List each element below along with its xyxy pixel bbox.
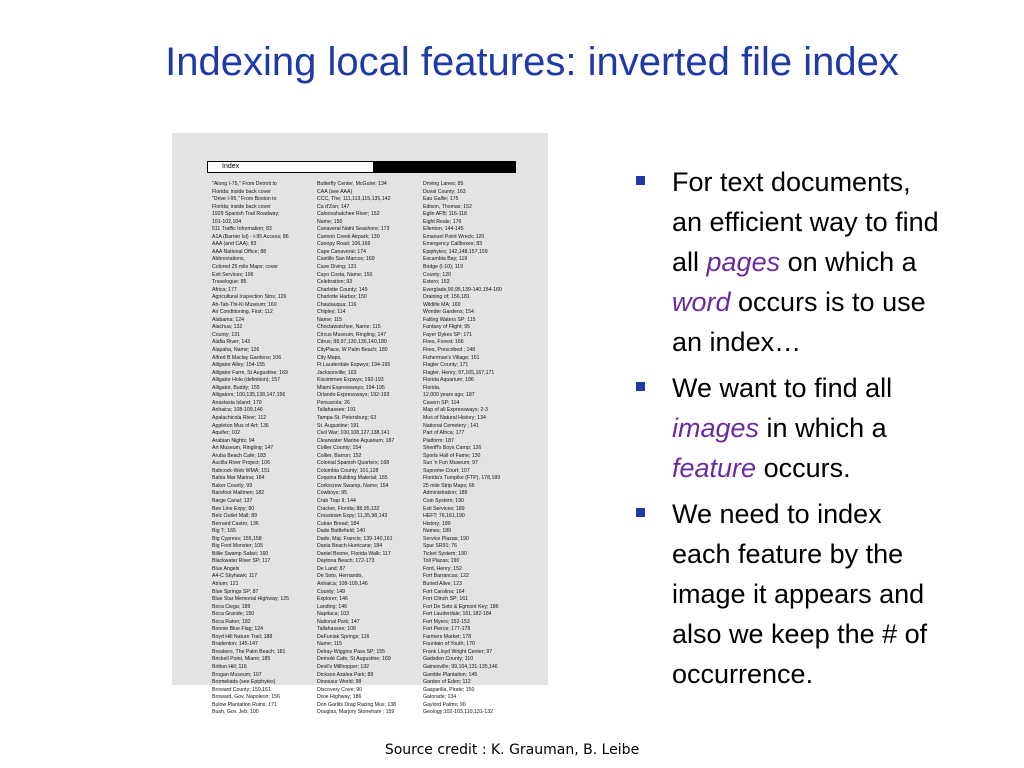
index-entry: Bahia Mar Marina; 184	[212, 475, 265, 482]
index-entry: AAA National Office; 88	[212, 248, 267, 255]
index-entry: Gainesville; 99,104,131-135,146	[423, 664, 498, 670]
bullet-line	[672, 614, 1019, 654]
index-entry: Driving Lanes; 85	[423, 181, 464, 187]
index-entry: Big Cypress; 155,158	[212, 535, 262, 542]
index-entry: Charlotte County; 149	[317, 286, 368, 293]
index-entry: Everglade,90,95,139-140,154-160	[423, 286, 502, 293]
index-entry: Pensacola; 26	[317, 399, 350, 406]
index-entry: Map of all Expressways; 2-3	[423, 407, 488, 414]
index-entry: Gaylord Palms; 90	[423, 701, 466, 708]
index-page-image	[172, 133, 548, 716]
bullet-line	[672, 322, 1019, 362]
index-entry: Ah-Tah-Thi-Ki Museum; 160	[212, 301, 277, 308]
bullet-line	[672, 574, 1019, 614]
index-entry: Billie Swamp Safari; 160	[212, 550, 269, 557]
index-entry: Citrus; 88,97,130,136,140,180	[317, 339, 387, 346]
index-entry: Toll Plazas; 190	[423, 558, 460, 565]
index-entry: Boca Raton; 182	[212, 618, 251, 625]
index-entry: Agricultural Inspection Stns; 126	[212, 294, 287, 301]
index-entry: Sports Hall of Fame; 130	[423, 452, 481, 459]
index-entry: Jacksonville; 163	[317, 369, 357, 376]
index-entry: Cannon Creek Airpark; 130	[317, 233, 380, 240]
index-entry: Bradenton; 145-147	[212, 641, 258, 648]
index-entry: Circus Museum, Ringling; 147	[317, 331, 387, 338]
index-entry: Bernard Castro; 136	[212, 520, 259, 527]
index-entry: Baker County; 99	[212, 482, 253, 489]
index-entry: Duval County; 163	[423, 188, 466, 195]
index-entry: Fort Pierce; 177-178	[423, 626, 471, 633]
index-entry: Bee Line Expy; 80	[212, 505, 255, 512]
index-entry: Epiphytes; 142,148,157,159	[423, 248, 488, 255]
index-entry: Boca Ciega; 189	[212, 603, 251, 610]
index-entry: Appleton Mus of Art; 136	[212, 422, 269, 429]
index-entry: Crosstown Expy; 11,35,98,143	[317, 513, 388, 520]
index-entry: Cavern SP; 114	[423, 399, 460, 406]
index-entry: Chipley; 114	[317, 309, 346, 316]
bullet-line	[672, 654, 1019, 694]
index-entry: Aucilla River Project; 106	[212, 460, 270, 467]
index-entry: Big 'I'; 165	[212, 528, 236, 535]
bullet-item	[634, 368, 1019, 488]
index-entry: Edison, Thomas; 152	[423, 203, 472, 210]
index-entry: Dade Battlefield; 140	[317, 528, 366, 535]
index-entry: Gamble Plantation; 145	[423, 671, 478, 678]
index-entry: Fort De Soto & Egmont Key; 186	[423, 603, 499, 610]
bullet-text: in which a	[759, 413, 887, 443]
index-entry: Flagler County; 171	[423, 362, 469, 369]
index-entry: De Land; 87	[317, 565, 346, 572]
index-entry: 12,000 years ago; 187	[423, 392, 475, 399]
index-entry: Civil War; 100,108,127,138,141	[317, 430, 390, 437]
bullet-line	[672, 408, 1019, 448]
index-entry: Gasparilla, Pirate; 150	[423, 686, 475, 693]
index-entry: Bromeliads (see Epiphytes)	[212, 679, 276, 686]
index-entry: Fires, Prescribed ; 148	[423, 347, 476, 354]
index-column-1	[212, 181, 322, 717]
index-entry: Service Plazas; 190	[423, 535, 469, 542]
index-entry: Coquina Building Material; 165	[317, 475, 388, 482]
index-entry: Explorer; 146	[317, 596, 348, 603]
index-entry: Wonder Gardens; 154	[423, 309, 474, 316]
index-entry: Draining of; 156,181	[423, 294, 470, 301]
index-entry: Canaveral Natnl Seashore; 173	[317, 226, 390, 233]
bullet-list	[634, 162, 1019, 700]
index-entry: Alafia River; 143	[212, 339, 251, 346]
index-tab-label: Index	[207, 161, 374, 173]
emphasized-term: feature	[672, 453, 757, 483]
index-entry: "Along I-75," From Detroit to	[212, 181, 277, 187]
index-entry: AAA (and CAA); 83	[212, 241, 257, 248]
index-entry: Colored 25 mile Maps; cover	[212, 264, 279, 271]
index-entry: Art Museum, Ringling; 147	[212, 445, 274, 452]
index-entry: Platform; 187	[423, 437, 454, 444]
index-entry: Travelogue; 85	[212, 279, 247, 286]
bullet-line	[672, 494, 1019, 534]
index-entry: Breakers, The Palm Beach; 181	[212, 648, 286, 655]
bullet-text: occurs is to use	[730, 287, 926, 317]
index-entry: Fayer Dykes SP; 171	[423, 331, 473, 338]
index-entry: Fort Carolina; 164	[423, 588, 465, 595]
square-bullet-icon	[636, 176, 645, 185]
index-entry: County; 149	[317, 588, 345, 595]
index-entry: Discovery Cove; 90	[317, 686, 362, 693]
index-entry: 25 mile Strip Maps; 66	[423, 482, 475, 489]
index-column-3	[423, 181, 533, 717]
index-entry: Barge Canal; 137	[212, 497, 253, 504]
index-entry: Bulow Plantation Ruins; 171	[212, 701, 277, 708]
index-entry: Florida Aquarium; 186	[423, 377, 474, 384]
emphasized-term: word	[672, 287, 731, 317]
index-entry: Emergency Callboxes; 83	[423, 241, 483, 248]
index-entry: Garden of Eden; 112	[423, 679, 471, 686]
index-entry: Caloosahatchee River; 152	[317, 211, 380, 218]
index-entry: Barefoot Mailmen; 182	[212, 490, 265, 497]
index-entry: Tallahassee; 191	[317, 407, 356, 414]
index-entry: Columbia County; 101,128	[317, 467, 379, 474]
index-entry: Ca d'Zan; 147	[317, 203, 350, 210]
index-entry: Apalachicola River; 112	[212, 414, 267, 421]
index-entry: Daytona Beach; 172-173	[317, 558, 375, 565]
index-entry: Falling Waters SP; 115	[423, 316, 476, 323]
index-entry: Cayo Costa, Name; 150	[317, 271, 373, 278]
index-entry: CityPlace, W Palm Beach; 180	[317, 347, 388, 354]
bullet-line	[672, 368, 1019, 408]
index-entry: Farmers Market; 178	[423, 633, 472, 640]
index-entry: Florida's Turnpike (FTP), 178,189	[423, 475, 501, 482]
index-entry: A1A (Barrier Isl) - I-95 Access; 86	[212, 233, 289, 240]
index-entry: Blue Angels	[212, 565, 240, 572]
index-entry: Alligators; 100,135,138,147,156	[212, 392, 286, 399]
index-entry: Cuban Bread; 184	[317, 520, 360, 527]
index-entry: Charlotte Harbor; 150	[317, 294, 367, 301]
index-entry: Colonial Spanish Quarters; 168	[317, 460, 390, 467]
index-entry: Blackwater River SP; 117	[212, 558, 271, 565]
index-entry: Frank Lloyd Wright Center; 97	[423, 648, 493, 655]
index-entry: Fires, Forest; 166	[423, 339, 464, 346]
index-entry: Dinosaur World; 98	[317, 679, 362, 686]
index-entry: Kissimmee Expwys; 192-193	[317, 377, 384, 384]
index-entry: Celebration; 93	[317, 279, 353, 286]
index-entry: Blue Springs SP; 87	[212, 588, 259, 595]
index-entry: Babcock-Web WMA; 151	[212, 467, 270, 474]
index-entry: Supreme Court; 107	[423, 467, 470, 474]
index-entry: Alligator Alley; 154-155	[212, 362, 266, 369]
index-entry: Gatorade; 134	[423, 694, 457, 701]
index-entry: A4-C Skyhawk; 117	[212, 573, 258, 580]
index-entry: Arabian Nights; 94	[212, 437, 255, 444]
bullet-text: image it appears and	[672, 579, 925, 609]
index-entry: Buried Alive; 123	[423, 580, 462, 587]
index-entry: Atrium; 121	[212, 580, 239, 587]
index-entry: De Soto, Hernando,	[317, 573, 363, 580]
bullet-text: an index…	[672, 327, 802, 357]
index-entry: Aruba Beach Cafe; 183	[212, 452, 266, 459]
index-entry: Geology;102-103,110,131-132	[423, 709, 493, 716]
index-entry: Miami Expressways; 194-195	[317, 384, 385, 391]
index-entry: Collier, Barron; 152	[317, 452, 362, 459]
index-entry: 1929 Spanish Trail Roadway;	[212, 211, 280, 218]
index-entry: Alachua; 132	[212, 324, 243, 331]
index-entry: Name; 115	[317, 641, 342, 648]
index-entry: Anastasia Island; 170	[212, 399, 262, 406]
index-entry: St. Augustine; 191	[317, 422, 360, 429]
index-entry: Administration; 189	[423, 490, 468, 497]
index-entry: Fisherman's Village; 151	[423, 354, 480, 361]
index-column-2	[317, 181, 427, 717]
index-entry: Part of Africa; 177	[423, 430, 465, 437]
index-entry: Air Conditioning, First; 112	[212, 309, 273, 316]
bullet-line	[672, 242, 1019, 282]
index-entry: Cowboys; 95	[317, 490, 347, 497]
index-entry: National Cemetery ; 141	[423, 422, 479, 429]
index-entry: Fort Myers; 152-153	[423, 618, 470, 625]
bullet-text: an efficient way to find	[672, 207, 939, 237]
index-entry: Tampa-St. Petersburg; 63	[317, 414, 377, 421]
index-entry: Devil's Millhopper; 132	[317, 664, 370, 670]
bullet-line	[672, 202, 1019, 242]
index-entry: Fantasy of Flight; 95	[423, 324, 470, 331]
index-entry: Exit Services; 189	[423, 505, 465, 512]
bullet-line	[672, 162, 1019, 202]
index-entry: Broward County; 159,161	[212, 686, 271, 693]
index-entry: City Maps,	[317, 354, 342, 361]
index-entry: Belz Outlet Mall; 89	[212, 513, 257, 520]
index-entry: Boyd Hill Nature Trail; 188	[212, 633, 273, 640]
index-entry: Names; 189	[423, 528, 451, 535]
index-entry: Bridge (I-10); 119	[423, 264, 463, 271]
index-entry: Fountain of Youth; 170	[423, 641, 475, 648]
index-entry: Ticket System; 190	[423, 550, 467, 557]
bullet-line	[672, 282, 1019, 322]
bullet-text: We need to index	[672, 499, 882, 529]
index-entry: Orlando Expressways; 192-193	[317, 392, 390, 399]
index-entry: Anhaica; 108-109,146	[317, 580, 368, 587]
index-entry: Coin System; 190	[423, 497, 464, 504]
index-entry: Mus of Natural History; 134	[423, 414, 486, 421]
index-entry: Brickell Point, Miami; 185	[212, 656, 271, 663]
index-entry: History; 189	[423, 520, 451, 527]
bullet-text: For text documents,	[672, 167, 911, 197]
index-entry: Don Garlits Drag Racing Mus; 138	[317, 701, 396, 708]
index-entry: Alabama; 124	[212, 316, 245, 323]
index-entry: Ford, Henry; 152	[423, 565, 462, 572]
index-entry: Sun 'n Fun Museum; 97	[423, 460, 478, 467]
index-entry: "Drive I-95," From Boston to	[212, 196, 277, 203]
index-entry: Flagler, Henry; 97,165,167,171	[423, 369, 495, 376]
index-entry: Corkscrew Swamp, Name; 154	[317, 482, 389, 489]
index-entry: Cracker, Florida; 88,95,132	[317, 505, 380, 512]
emphasized-term: pages	[706, 247, 781, 277]
index-entry: Britton Hill; 116	[212, 664, 247, 670]
index-entry: Brogan Museum; 107	[212, 671, 262, 678]
index-entry: Alfred B Maclay Gardens; 106	[212, 354, 282, 361]
index-entry: Wildlife MA; 160	[423, 301, 461, 308]
index-entry: Douglas, Marjory Stoneham ; 159	[317, 709, 395, 716]
index-entry: Napitaca; 103	[317, 611, 350, 618]
index-entry: Chautauqua; 116	[317, 301, 357, 308]
index-entry: Choctawatchee, Name; 115	[317, 324, 381, 331]
index-entry: Collier County; 154	[317, 445, 362, 452]
index-entry: Florida; inside back cover	[212, 203, 271, 210]
index-entry: Eglin AFB; 116-118	[423, 211, 467, 218]
index-entry: Abbreviations,	[212, 256, 245, 263]
square-bullet-icon	[636, 382, 645, 391]
index-entry: Crab Trap II; 144	[317, 497, 356, 504]
index-entry: Fort Barrancas; 122	[423, 573, 469, 580]
index-entry: CCC, The; 111,113,115,135,142	[317, 196, 391, 203]
bullet-item	[634, 494, 1019, 694]
index-entry: County; 131	[212, 331, 240, 338]
index-entry: Fort Clinch SP; 161	[423, 596, 468, 603]
index-entry: Aquifer; 102	[212, 430, 240, 437]
index-entry: Tallahassee; 108	[317, 626, 356, 633]
index-entry: Alligator Hole (definition); 157	[212, 377, 281, 384]
index-entry: Demolé Cafe, St Augustine; 169	[317, 656, 391, 663]
bullet-text: all	[672, 247, 707, 277]
bullet-text: We want to find all	[672, 373, 893, 403]
index-entry: Big Foot Monster; 105	[212, 543, 264, 550]
index-entry: Ft Lauderdale Expwys; 194-195	[317, 362, 391, 369]
bullet-text: occurs.	[756, 453, 851, 483]
index-entry: County; 120	[423, 271, 451, 278]
index-entry: Bush, Gov. Jeb; 100	[212, 709, 259, 716]
index-entry: DeFuniak Springs; 116	[317, 633, 370, 640]
index-header-bar	[207, 161, 516, 173]
index-entry: National Park; 147	[317, 618, 360, 625]
bullet-text: each feature by the	[672, 539, 904, 569]
index-entry: HEFT; 76,161,190	[423, 513, 465, 520]
index-entry: Gadsden County; 110	[423, 656, 474, 663]
index-entry: Canopy Road; 106,169	[317, 241, 371, 248]
index-entry: Delray-Wiggins Pass SP; 155	[317, 648, 386, 655]
index-entry: Boca Grande; 150	[212, 611, 255, 618]
index-entry: Alligator, Buddy; 155	[212, 384, 260, 391]
index-entry: Butterfly Center, McGuire; 134	[317, 181, 387, 187]
index-entry: Dixie Highway; 186	[317, 694, 362, 701]
index-entry: Eau Gallie; 175	[423, 196, 459, 203]
index-entry: Broward, Gov. Napoleon; 156	[212, 694, 280, 701]
index-entry: Escambia Bay; 119	[423, 256, 468, 263]
index-entry: Landing; 146	[317, 603, 348, 610]
index-entry: Dickson Azalea Park; 89	[317, 671, 374, 678]
index-entry: Anhaica; 108-109,146	[212, 407, 263, 414]
index-entry: Africa; 177	[212, 286, 237, 293]
index-entry: Clearwater Marine Aquarium; 187	[317, 437, 395, 444]
index-entry: Ellenton; 144-145	[423, 226, 464, 233]
index-entry: Eight Reale; 176	[423, 218, 462, 225]
index-entry: Alapaha, Name; 126	[212, 347, 260, 354]
index-entry: Castillo San Marcos; 169	[317, 256, 375, 263]
emphasized-term: images	[672, 413, 760, 443]
index-entry: CAA (see AAA)	[317, 188, 353, 195]
index-entry: Name; 150	[317, 218, 343, 225]
square-bullet-icon	[636, 508, 645, 517]
source-credit: Source credit : K. Grauman, B. Leibe	[384, 742, 640, 758]
bullet-text: occurrence.	[672, 659, 814, 689]
index-entry: Florida; inside back cover	[212, 188, 271, 195]
index-entry: Estero; 153	[423, 279, 450, 286]
index-entry: Bonnie Blue Flag; 124	[212, 626, 264, 633]
bullet-item	[634, 162, 1019, 362]
index-entry: 101-102,104	[212, 218, 242, 225]
bullet-text: also we keep the # of	[672, 619, 928, 649]
bullet-line	[672, 534, 1019, 574]
index-entry: Alligator Farm, St Augustine; 169	[212, 369, 288, 376]
index-entry: Emanuel Point Wreck; 120	[423, 233, 485, 240]
index-entry: Blue Star Memorial Highway; 125	[212, 596, 289, 603]
index-entry: Cave Diving; 131	[317, 264, 357, 271]
index-entry: Cape Canaveral; 174	[317, 248, 367, 255]
index-entry: Sheriff's Boys Camp; 126	[423, 445, 482, 452]
bullet-text: on which a	[780, 247, 917, 277]
index-entry: Daniel Boone, Florida Walk; 117	[317, 550, 391, 557]
index-entry: Spur SR91; 76	[423, 543, 458, 550]
index-entry: Florida,	[423, 384, 441, 391]
slide-title: Indexing local features: inverted file index	[165, 40, 899, 84]
index-entry: Name; 115	[317, 316, 342, 323]
index-entry: Fort Lauderdale; 161,182-184	[423, 611, 492, 618]
index-entry: Dade, Maj. Francis; 139-140,161	[317, 535, 393, 542]
index-entry: Dania Beach Hurricane; 184	[317, 543, 383, 550]
index-entry: 511 Traffic Information; 83	[212, 226, 272, 233]
bullet-line	[672, 448, 1019, 488]
index-entry: Exit Services; 196	[212, 271, 254, 278]
